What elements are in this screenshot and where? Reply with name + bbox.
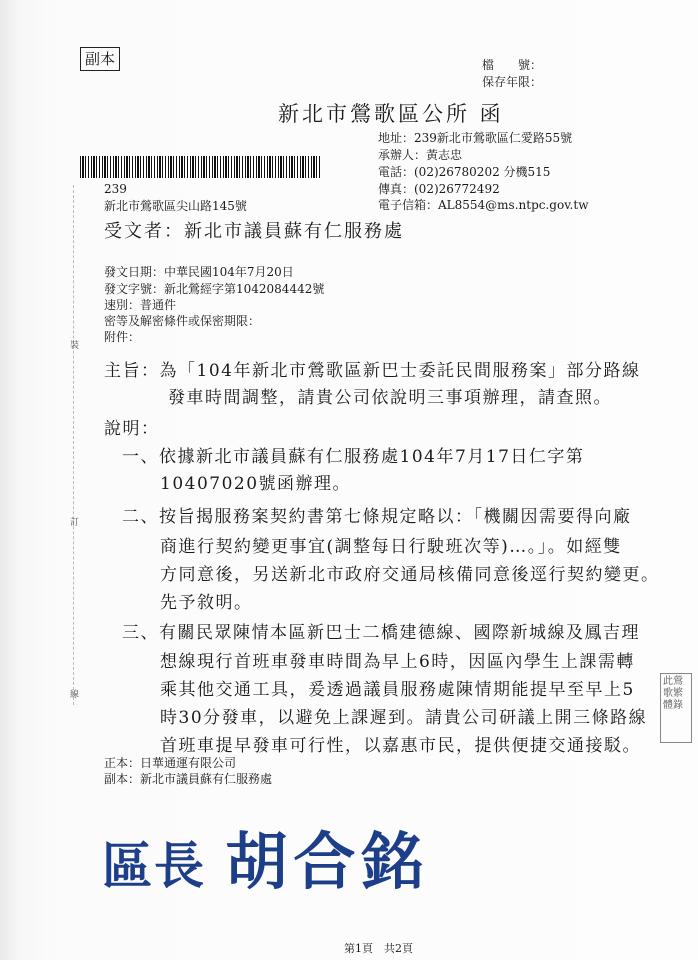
recipient-address: 新北市鶯歌區尖山路145號 bbox=[104, 199, 247, 213]
contact-phone: 電話：(02)26780202 分機515 bbox=[378, 165, 551, 179]
copy-label-box: 副本 bbox=[80, 47, 120, 71]
distribution-original: 正本：日華通運有限公司 bbox=[104, 756, 237, 770]
contact-email: 電子信箱：AL8554@ms.ntpc.gov.tw bbox=[378, 198, 589, 212]
margin-mark-xian: 線 bbox=[70, 690, 80, 700]
signature-name: 胡合銘 bbox=[225, 825, 430, 898]
item-3-line-2: 想線現行首班車發車時間為早上6時，因區內學生上課需轉 bbox=[160, 652, 635, 672]
item-3-line-5: 首班車提早發車可行性，以嘉惠市民，提供便捷交通接駁。 bbox=[160, 736, 641, 756]
margin-mark-ding: 訂 bbox=[70, 518, 80, 528]
item-1-line-2: 10407020號函辦理。 bbox=[160, 474, 352, 494]
document-number: 發文字號：新北鶯經字第1042084442號 bbox=[104, 282, 325, 296]
contact-fax: 傳真：(02)26772492 bbox=[378, 182, 500, 196]
secrecy-level: 密等及解密條件或保密期限： bbox=[104, 314, 261, 328]
postal-barcode bbox=[80, 156, 320, 178]
retention-label: 保存年限： bbox=[482, 75, 543, 89]
signature-block bbox=[102, 812, 429, 901]
binding-line bbox=[73, 185, 74, 705]
distribution-copy: 副本：新北市議員蘇有仁服務處 bbox=[104, 772, 273, 786]
item-3-line-1: 三、有關民眾陳情本區新巴士二橋建德線、國際新城線及鳳吉理 bbox=[122, 623, 640, 643]
explanation-label: 說明： bbox=[104, 419, 160, 439]
subject-line-1: 主旨：為「104年新北市鶯歌區新巴士委託民間服務案」部分路線 bbox=[104, 361, 641, 381]
delivery-speed: 速別：普通件 bbox=[104, 298, 177, 312]
contact-handler: 承辦人：黃志忠 bbox=[378, 148, 463, 162]
margin-mark-zhuang: 裝 bbox=[70, 341, 80, 351]
item-3-line-3: 乘其他交通工具，爰透過議員服務處陳情期能提早至早上5 bbox=[160, 680, 635, 700]
document-title: 新北市鶯歌區公所 函 bbox=[278, 102, 504, 126]
item-3-line-4: 時30分發車，以避免上課遲到。請貴公司研議上開三條路線 bbox=[160, 708, 648, 728]
issue-date: 發文日期：中華民國104年7月20日 bbox=[104, 265, 294, 279]
item-1-line-1: 一、依據新北市議員蘇有仁服務處104年7月17日仁字第 bbox=[122, 447, 585, 467]
item-2-line-3: 方同意後，另送新北市政府交通局核備同意後逕行契約變更。 bbox=[160, 565, 660, 585]
signature-title: 區長 bbox=[102, 836, 206, 895]
page-footer: 第1頁 共2頁 bbox=[344, 942, 413, 955]
file-number-label: 檔 號： bbox=[482, 58, 543, 72]
subject-line-2: 發車時間調整，請貴公司依說明三事項辦理，請查照。 bbox=[168, 388, 612, 408]
contact-address: 地址：239新北市鶯歌區仁愛路55號 bbox=[378, 131, 573, 145]
recipient-zip: 239 bbox=[104, 182, 127, 196]
item-2-line-1: 二、按旨揭服務案契約書第七條規定略以：「機關因需要得向廠 bbox=[122, 507, 632, 527]
item-2-line-4: 先予敘明。 bbox=[160, 593, 253, 613]
recipient-line: 受文者：新北市議員蘇有仁服務處 bbox=[104, 221, 404, 242]
item-2-line-2: 商進行契約變更事宜(調整每日行駛班次等)…。」。如經雙 bbox=[160, 537, 622, 557]
receipt-stamp: 此鶯歌繁體錄 bbox=[660, 673, 692, 743]
attachment-label: 附件： bbox=[104, 330, 141, 344]
